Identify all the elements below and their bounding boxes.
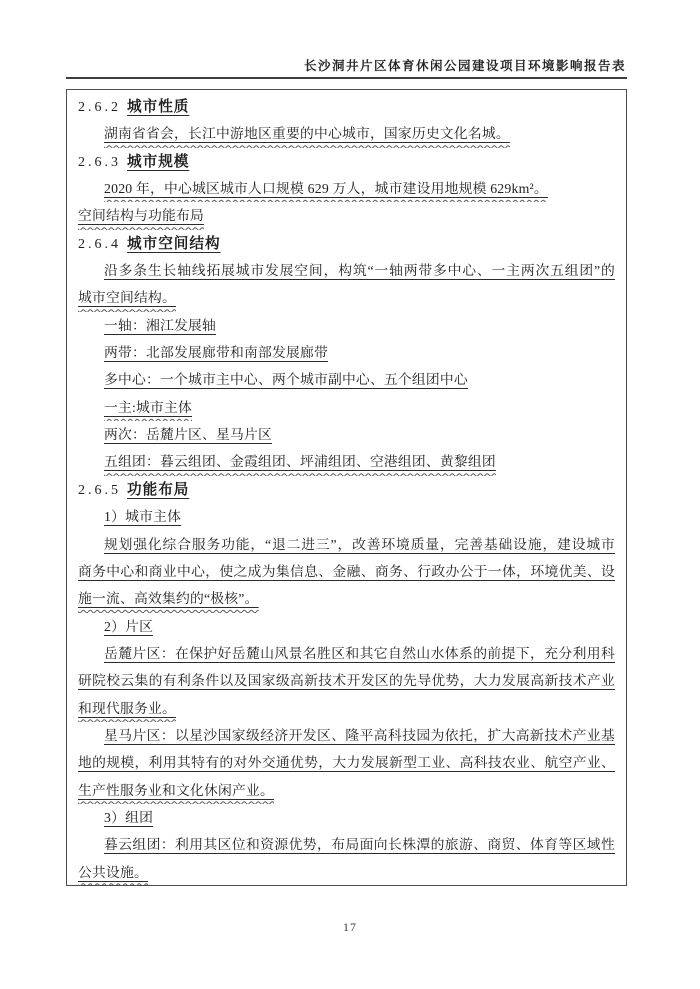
doc-line: [78, 859, 615, 886]
section-title: 城市空间结构: [127, 235, 221, 252]
underlined-text: [104, 837, 615, 852]
doc-line: [78, 339, 615, 366]
doc-line: [78, 202, 615, 229]
body-text: 城市空间结构。: [78, 290, 176, 306]
doc-line: [78, 503, 615, 530]
underlined-text: [78, 701, 176, 716]
body-text: 1）城市主体: [104, 509, 182, 525]
body-text: 暮云组团：利用其区位和资源优势，布局面向长株潭的旅游、商贸、体育等区域性: [104, 837, 615, 853]
underlined-text: [78, 673, 615, 688]
underlined-text: [104, 345, 328, 360]
page-number: 17: [343, 920, 357, 934]
doc-line: [78, 175, 615, 202]
underlined-text: [78, 564, 615, 579]
body-text: 一轴：湘江发展轴: [104, 317, 216, 333]
underlined-text: [104, 263, 615, 278]
body-text: 商务中心和商业中心，使之成为集信息、金融、商务、行政办公于一体，环境优美、设: [78, 563, 615, 579]
body-text: 3）组团: [104, 809, 154, 825]
page-footer: [0, 920, 700, 935]
body-text: 空间结构与功能布局: [78, 208, 204, 224]
doc-line: [78, 804, 615, 831]
section-heading: [78, 476, 615, 503]
section-number: 2.6.4: [78, 236, 121, 252]
body-text: 2020 年，中心城区城市人口规模 629 万人，城市建设用地规模 629km²。: [104, 181, 548, 197]
body-text: 五组团：暮云组团、金霞组团、坪浦组团、空港组团、黄黎组团: [104, 454, 496, 470]
doc-line: [78, 421, 615, 448]
body-text: 公共设施。: [78, 864, 148, 880]
underlined-text: [104, 400, 192, 415]
section-heading: [78, 230, 615, 257]
body-text: 地的规模，利用其特有的对外交通优势，大力发展新型工业、高科技农业、航空产业、: [78, 755, 615, 771]
body-text: 施一流、高效集约的“极核”。: [78, 591, 259, 607]
body-text: 2）片区: [104, 618, 154, 634]
header-rule: [66, 77, 627, 79]
underlined-text: [104, 318, 216, 333]
underlined-text: [78, 290, 176, 305]
doc-line: [78, 831, 615, 858]
section-number: 2.6.2: [78, 100, 121, 115]
doc-line: [78, 120, 615, 147]
doc-line: [78, 257, 615, 284]
doc-line: [78, 640, 615, 667]
body-text: 两带：北部发展廊带和南部发展廊带: [104, 345, 328, 361]
body-text: 沿多条生长轴线拓展城市发展空间，构筑“一轴两带多中心、一主两次五组团”的: [104, 263, 615, 279]
body-text: 星马片区：以星沙国家级经济开发区、隆平高科技园为依托，扩大高新技术产业基: [104, 727, 615, 743]
body-text: 两次：岳麓片区、星马片区: [104, 427, 272, 443]
underlined-text: [104, 537, 615, 552]
section-heading: [78, 148, 615, 175]
doc-line: [78, 448, 615, 475]
body-text: 岳麓片区：在保护好岳麓山风景名胜区和其它自然山水体系的前提下，充分利用科: [104, 645, 615, 661]
underlined-text: [78, 755, 615, 770]
doc-line: [78, 613, 615, 640]
underlined-text: [104, 509, 181, 524]
body-text: 和现代服务业。: [78, 700, 176, 716]
doc-line: [78, 558, 615, 585]
underlined-text: [104, 619, 153, 634]
underlined-text: [78, 208, 204, 223]
doc-line: [78, 585, 615, 612]
doc-line: [78, 531, 615, 558]
body-text: 多中心：一个城市主中心、两个城市副中心、五个组团中心: [104, 372, 468, 388]
section-number: 2.6.3: [78, 154, 121, 170]
doc-line: [78, 366, 615, 393]
body-text: 规划强化综合服务功能，“退二进三”，改善环境质量，完善基础设施，建设城市: [104, 536, 615, 552]
doc-line: [78, 312, 615, 339]
section-title: 功能布局: [127, 481, 190, 498]
header-title: 长沙洞井片区体育休闲公园建设项目环境影响报告表: [303, 59, 626, 73]
content-box: [66, 89, 627, 886]
doc-line: [78, 695, 615, 722]
section-heading: [78, 93, 615, 120]
body-text: 生产性服务业和文化休闲产业。: [78, 782, 274, 798]
body-text: 湖南省省会，长江中游地区重要的中心城市，国家历史文化名城。: [104, 126, 510, 142]
body-text: 一主:城市主体: [104, 399, 193, 415]
underlined-text: [104, 181, 548, 196]
underlined-text: [78, 865, 148, 880]
doc-line: [78, 667, 615, 694]
body-text: 研院校云集的有利条件以及国家级高新技术开发区的先导优势，大力发展高新技术产业: [78, 673, 615, 689]
section-title: 城市规模: [127, 153, 190, 170]
underlined-text: [104, 372, 468, 387]
underlined-text: [104, 810, 153, 825]
underlined-text: [78, 783, 274, 798]
underlined-text: [104, 728, 615, 743]
underlined-text: [104, 427, 272, 442]
doc-line: [78, 394, 615, 421]
doc-line: [78, 722, 615, 749]
section-title: 城市性质: [127, 99, 190, 115]
doc-line: [78, 777, 615, 804]
doc-line: [78, 749, 615, 776]
doc-line: [78, 284, 615, 311]
section-number: 2.6.5: [78, 482, 121, 498]
underlined-text: [104, 454, 496, 469]
underlined-text: [104, 126, 510, 141]
underlined-text: [78, 591, 259, 606]
underlined-text: [104, 646, 615, 661]
